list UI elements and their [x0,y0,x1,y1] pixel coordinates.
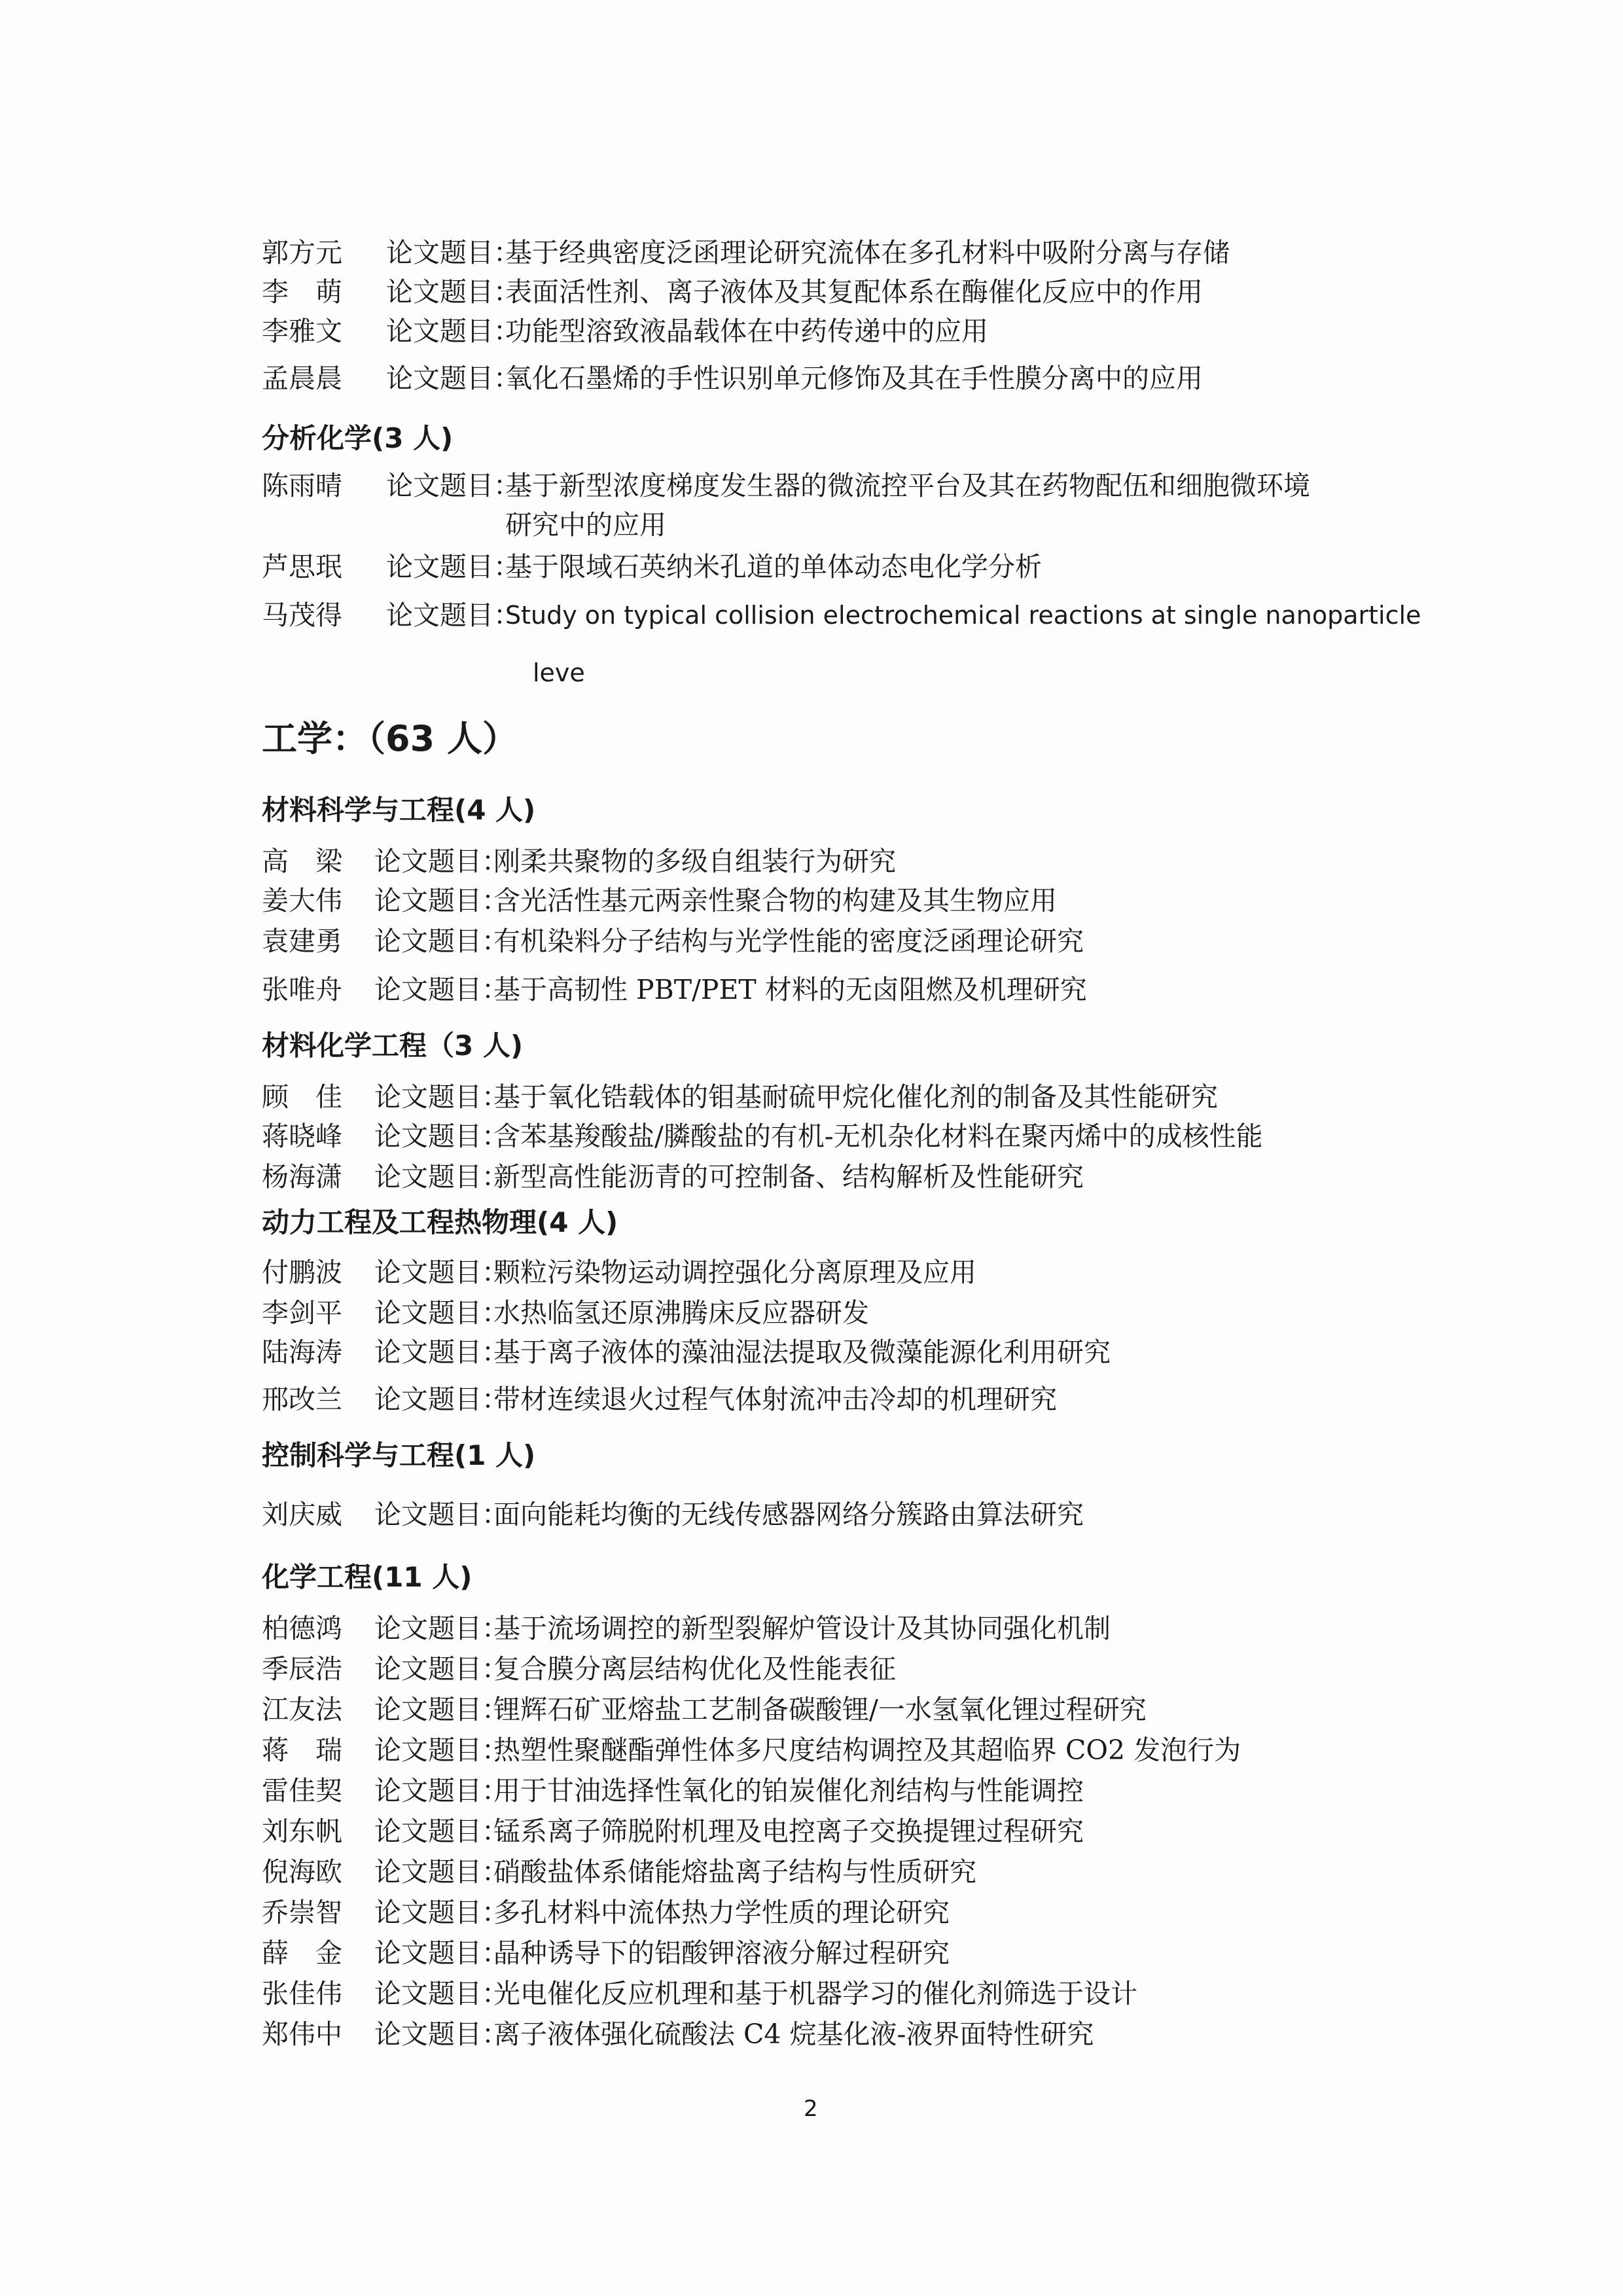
thesis-title: 基于氧化锆载体的钼基耐硫甲烷化催化剂的制备及其性能研究 [493,1081,1218,1113]
student-name: 李雅文 [262,315,342,347]
thesis-title: 有机染料分子结构与光学性能的密度泛函理论研究 [493,925,1084,957]
thesis-title-continuation: leve [533,658,585,687]
student-name: 郑伟中 [262,2018,342,2050]
student-name: 蒋 瑞 [262,1734,342,1766]
thesis-title: 基于经典密度泛函理论研究流体在多孔材料中吸附分离与存储 [505,237,1230,268]
thesis-label: 论文题目： [386,600,520,631]
thesis-title: 含光活性基元两亲性聚合物的构建及其生物应用 [493,885,1057,916]
discipline-heading-engineering: 工学：（63 人） [262,718,518,759]
thesis-label: 论文题目： [374,1297,508,1329]
thesis-title: 基于流场调控的新型裂解炉管设计及其协同强化机制 [493,1613,1111,1644]
section-heading-power-engineering: 动力工程及工程热物理(4 人) [262,1206,618,1238]
thesis-title: 硝酸盐体系储能熔盐离子结构与性质研究 [493,1856,976,1888]
thesis-label: 论文题目： [386,276,520,308]
thesis-label: 论文题目： [386,470,520,501]
thesis-title: 锰系离子筛脱附机理及电控离子交换提锂过程研究 [493,1816,1084,1847]
section-heading-analytical-chemistry: 分析化学(3 人) [262,422,454,454]
thesis-label: 论文题目： [374,1856,508,1888]
thesis-label: 论文题目： [374,1161,508,1193]
section-heading-control-science: 控制科学与工程(1 人) [262,1439,536,1471]
thesis-label: 论文题目： [374,925,508,957]
thesis-title: 热塑性聚醚酯弹性体多尺度结构调控及其超临界 CO2 发泡行为 [493,1734,1241,1766]
thesis-title: 表面活性剂、离子液体及其复配体系在酶催化反应中的作用 [505,276,1203,308]
thesis-title: 面向能耗均衡的无线传感器网络分簇路由算法研究 [493,1499,1084,1530]
student-name: 雷佳契 [262,1775,342,1806]
thesis-label: 论文题目： [374,1816,508,1847]
thesis-label: 论文题目： [374,1121,508,1152]
thesis-title: 新型高性能沥青的可控制备、结构解析及性能研究 [493,1161,1084,1193]
thesis-title: 光电催化反应机理和基于机器学习的催化剂筛选于设计 [493,1978,1137,2009]
thesis-title: 水热临氢还原沸腾床反应器研发 [493,1297,869,1329]
thesis-label: 论文题目： [374,1734,508,1766]
student-name: 陆海涛 [262,1336,342,1368]
thesis-title: 基于新型浓度梯度发生器的微流控平台及其在药物配伍和细胞微环境 [505,470,1310,501]
thesis-title: 功能型溶致液晶载体在中药传递中的应用 [505,315,988,347]
thesis-title: 锂辉石矿亚熔盐工艺制备碳酸锂/一水氢氧化锂过程研究 [493,1694,1147,1725]
student-name: 江友法 [262,1694,342,1725]
thesis-label: 论文题目： [386,551,520,583]
thesis-label: 论文题目： [374,974,508,1005]
student-name: 杨海潇 [262,1161,342,1193]
thesis-title: 晶种诱导下的铝酸钾溶液分解过程研究 [493,1937,950,1969]
student-name: 刘东帆 [262,1816,342,1847]
student-name: 邢改兰 [262,1384,342,1415]
thesis-label: 论文题目： [386,315,520,347]
thesis-title: Study on typical collision electrochemical reactions at single nanoparticle [505,601,1421,630]
student-name: 张佳伟 [262,1978,342,2009]
thesis-label: 论文题目： [386,363,520,394]
thesis-label: 论文题目： [374,1613,508,1644]
thesis-title: 基于高韧性 PBT/PET 材料的无卤阻燃及机理研究 [493,974,1087,1005]
thesis-label: 论文题目： [374,1081,508,1113]
thesis-label: 论文题目： [374,1694,508,1725]
thesis-title-continuation: 研究中的应用 [505,509,666,541]
student-name: 刘庆威 [262,1499,342,1530]
thesis-label: 论文题目： [374,1257,508,1288]
student-name: 孟晨晨 [262,363,342,394]
thesis-label: 论文题目： [374,846,508,877]
thesis-title: 刚柔共聚物的多级自组装行为研究 [493,846,896,877]
student-name: 李 萌 [262,276,342,308]
thesis-title: 基于限域石英纳米孔道的单体动态电化学分析 [505,551,1042,583]
thesis-label: 论文题目： [374,2018,508,2050]
thesis-label: 论文题目： [374,885,508,916]
section-heading-materials-science: 材料科学与工程(4 人) [262,794,536,826]
student-name: 郭方元 [262,237,342,268]
thesis-title: 离子液体强化硫酸法 C4 烷基化液-液界面特性研究 [493,2018,1094,2050]
student-name: 蒋晓峰 [262,1121,342,1152]
student-name: 顾 佳 [262,1081,342,1113]
student-name: 陈雨晴 [262,470,342,501]
thesis-label: 论文题目： [386,237,520,268]
thesis-title: 颗粒污染物运动调控强化分离原理及应用 [493,1257,976,1288]
thesis-label: 论文题目： [374,1336,508,1368]
student-name: 姜大伟 [262,885,342,916]
thesis-label: 论文题目： [374,1653,508,1685]
student-name: 倪海欧 [262,1856,342,1888]
student-name: 薛 金 [262,1937,342,1969]
student-name: 付鹏波 [262,1257,342,1288]
thesis-label: 论文题目： [374,1978,508,2009]
thesis-title: 多孔材料中流体热力学性质的理论研究 [493,1897,950,1928]
page-number: 2 [804,2096,818,2122]
section-heading-materials-chemical-engineering: 材料化学工程（3 人) [262,1030,524,1062]
thesis-title: 氧化石墨烯的手性识别单元修饰及其在手性膜分离中的应用 [505,363,1203,394]
thesis-title: 用于甘油选择性氧化的铂炭催化剂结构与性能调控 [493,1775,1084,1806]
section-heading-chemical-engineering: 化学工程(11 人) [262,1561,473,1593]
thesis-title: 带材连续退火过程气体射流冲击冷却的机理研究 [493,1384,1057,1415]
student-name: 乔崇智 [262,1897,342,1928]
thesis-label: 论文题目： [374,1775,508,1806]
student-name: 柏德鸿 [262,1613,342,1644]
student-name: 季辰浩 [262,1653,342,1685]
student-name: 马茂得 [262,600,342,631]
student-name: 袁建勇 [262,925,342,957]
thesis-title: 含苯基羧酸盐/膦酸盐的有机-无机杂化材料在聚丙烯中的成核性能 [493,1121,1263,1152]
student-name: 高 梁 [262,846,342,877]
thesis-label: 论文题目： [374,1384,508,1415]
thesis-label: 论文题目： [374,1937,508,1969]
thesis-title: 复合膜分离层结构优化及性能表征 [493,1653,896,1685]
thesis-title: 基于离子液体的藻油湿法提取及微藻能源化利用研究 [493,1336,1111,1368]
student-name: 芦思珉 [262,551,342,583]
thesis-label: 论文题目： [374,1499,508,1530]
thesis-label: 论文题目： [374,1897,508,1928]
student-name: 李剑平 [262,1297,342,1329]
student-name: 张唯舟 [262,974,342,1005]
